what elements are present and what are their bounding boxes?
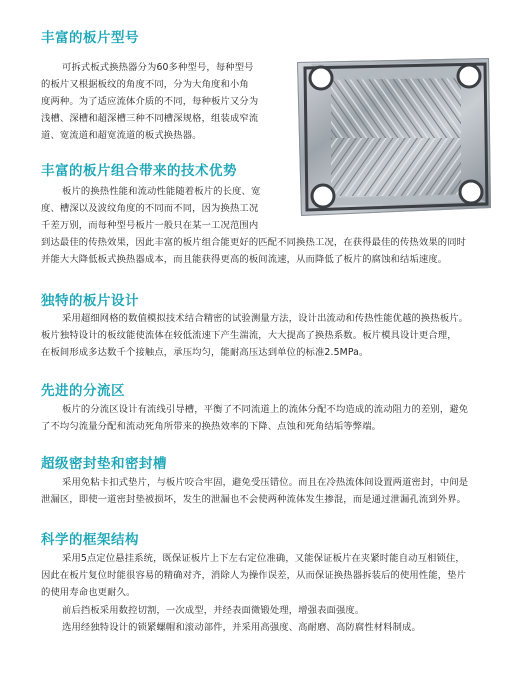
section-title-plate-models: 丰富的板片型号	[41, 30, 139, 46]
section-title-gasket: 超级密封垫和密封槽	[41, 456, 167, 472]
text-line: 可拆式板式换热器分为60多种型号，每种型号	[62, 62, 254, 73]
section-title-plate-combination: 丰富的板片组合带来的技术优势	[41, 163, 237, 179]
text-line: 前后挡板采用数控切割，一次成型，并经表面微锻处理，增强表面强度。	[62, 605, 365, 616]
text-line: 因此在板片复位时能很容易的精确对齐，消除人为操作误差，从而保证换热器拆装后的使用性能，垫片	[41, 570, 467, 581]
section-title-distribution-zone: 先进的分流区	[41, 383, 125, 399]
text-line: 采用5点定位悬挂系统，既保证板片上下左右定位准确，又能保证板片在夹紧时能自动互相锁住，	[62, 553, 465, 564]
text-line: 板片的分流区设计有流线引导槽，平衡了不同流道上的流体分配不均造成的流动阻力的差别，避免	[62, 404, 469, 415]
text-line: 选用经独特设计的锁紧螺帽和滚动部件，并采用高强度、高耐磨、高防腐性材料制成。	[62, 622, 421, 633]
text-line: 在板间形成多达数千个接触点，承压均匀，能耐高压达到单位的标准2.5MPa。	[41, 347, 369, 358]
heat-exchanger-plate-photo	[291, 56, 493, 218]
text-line: 采用超细网格的数值模拟技术结合精密的试验测量方法，设计出流动和传热性能优越的换热板片。	[62, 313, 469, 324]
text-line: 并能大大降低板式换热器成本，而且能获得更高的板间流速，从而降低了板片的腐蚀和结垢速度。	[41, 254, 448, 265]
text-line: 度、槽深以及波纹角度的不同而不同，因为换热工况	[41, 203, 259, 214]
text-line: 板片的换热性能和流动性能随着板片的长度、宽	[62, 186, 261, 197]
text-line: 道、宽流道和超宽流道的板式换热器。	[41, 130, 202, 141]
section-title-frame-structure: 科学的框架结构	[41, 532, 139, 548]
text-line: 采用免粘卡扣式垫片，与板片咬合牢固，避免受压错位。而且在冷热流体间设置两道密封，中间是	[62, 477, 469, 488]
text-line: 浅槽、深槽和超深槽三种不同槽深规格，组装成窄流	[41, 113, 259, 124]
text-line: 度两种。为了适应流体介质的不同，每种板片又分为	[41, 96, 259, 107]
text-line: 的板片又根据板纹的角度不同，分为大角度和小角	[41, 79, 249, 90]
text-line: 泄漏区，即使一道密封垫被损坏，发生的泄漏也不会使两种流体发生掺混，而是通过泄漏孔流到外界。	[41, 494, 467, 505]
section-title-plate-design: 独特的板片设计	[41, 293, 139, 309]
text-line: 了不均匀流量分配和流动死角所带来的换热效率的下降、点蚀和死角结垢等弊端。	[41, 421, 382, 432]
text-line: 的使用寿命也更耐久。	[41, 587, 136, 598]
text-line: 千差万别，而每种型号板片一般只在某一工况范围内	[41, 220, 259, 231]
text-line: 到达最佳的传热效果，因此丰富的板片组合能更好的匹配不同换热工况，在获得最佳的传热效果的同时	[41, 237, 467, 248]
text-line: 板片独特设计的板纹能使流体在较低流速下产生湍流，大大提高了换热系数。板片模具设计更合理，	[41, 330, 457, 341]
